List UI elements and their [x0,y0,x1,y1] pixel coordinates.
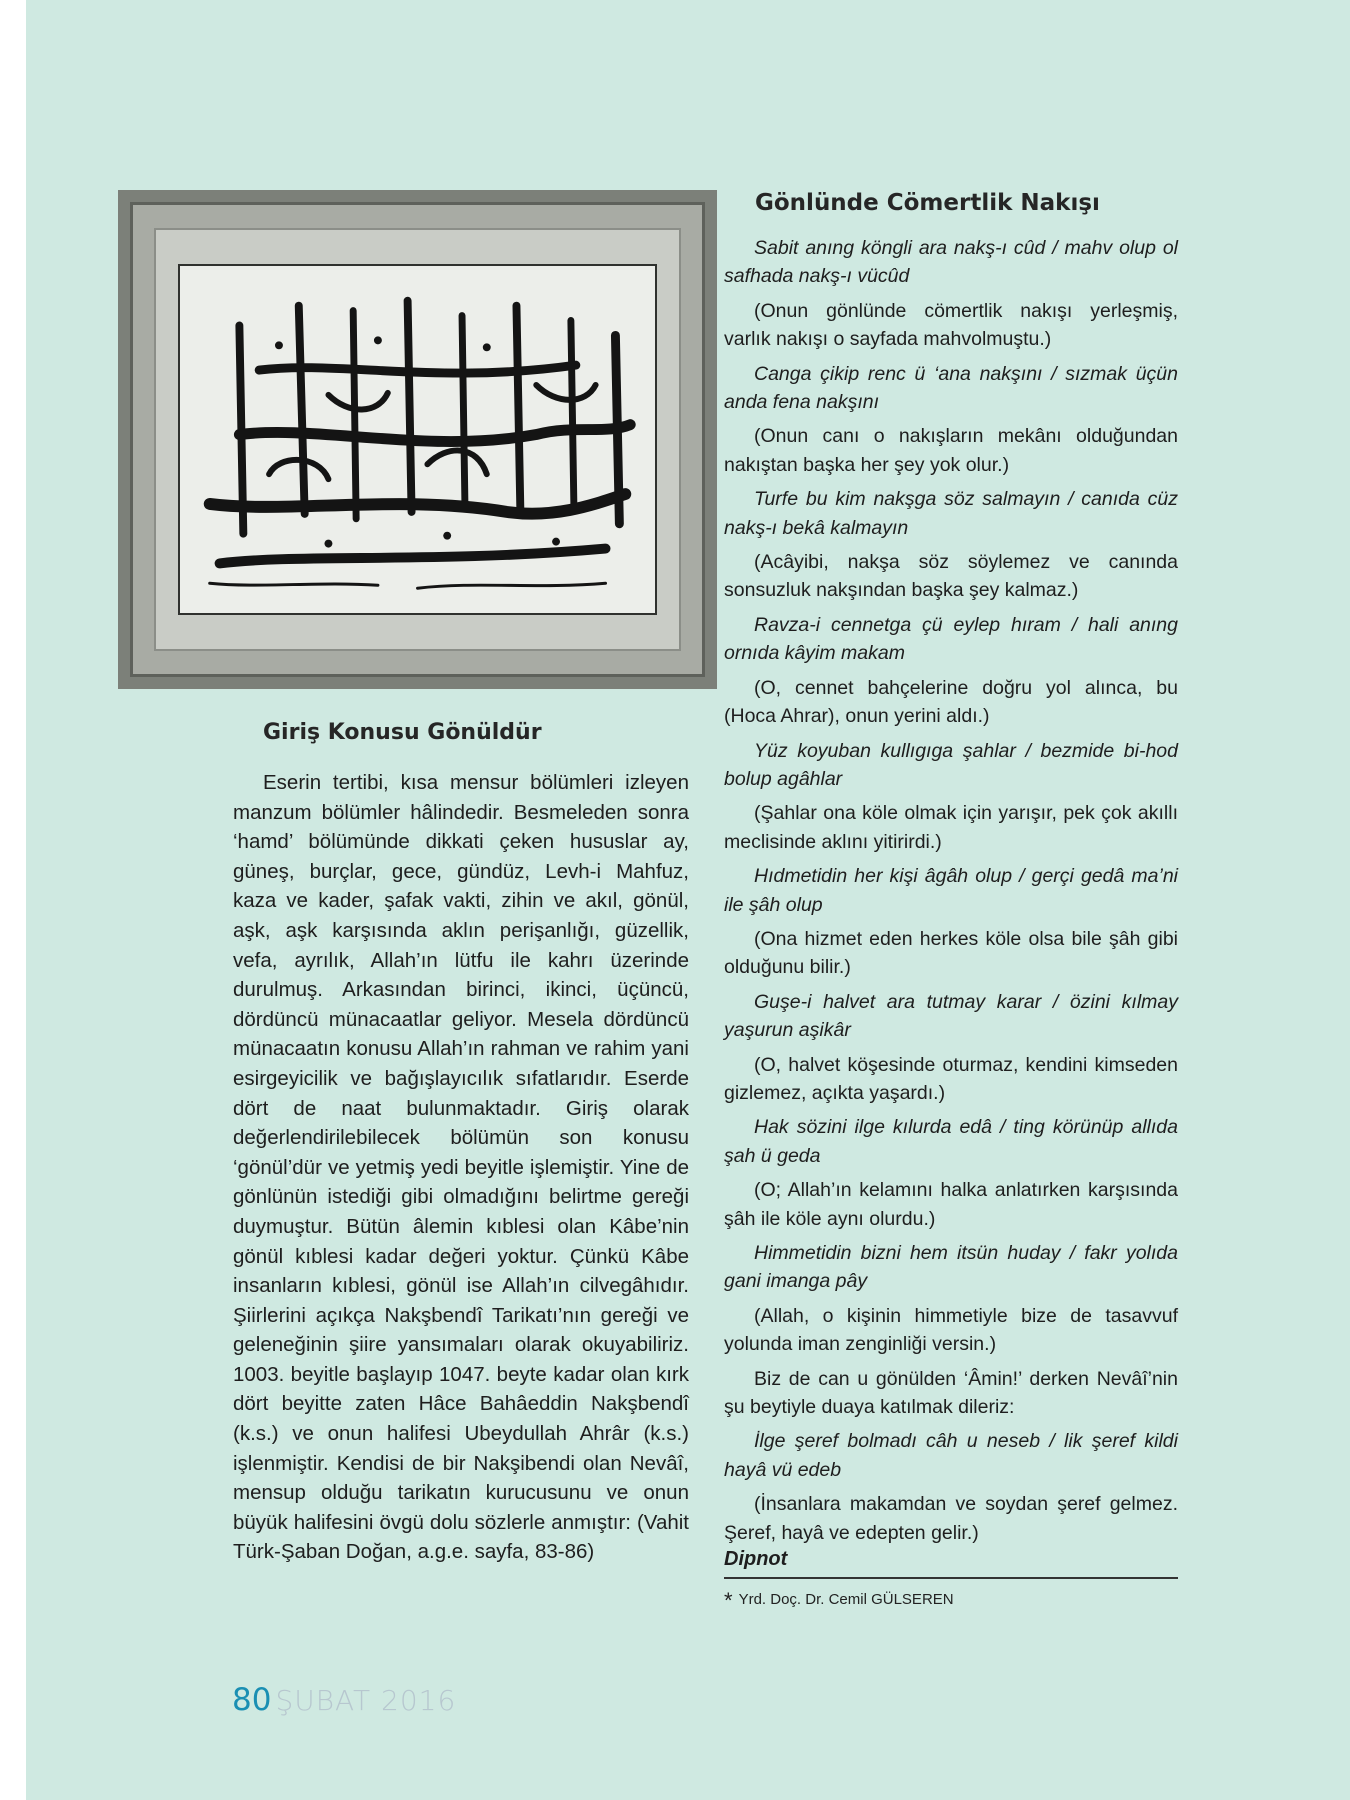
verse-line: Hıdmetidin her kişi âgâh olup / gerçi gedâ ma’ni ile şâh olup [724,865,1178,916]
magazine-page [26,0,1350,1800]
verse-line: Sabit anıng köngli ara nakş-ı cûd / mahv olup ol safhada nakş-ı vücûd [724,237,1178,288]
verse-line: Turfe bu kim nakşga söz salmayın / canıda cüz nakş-ı bekâ kalmayın [724,488,1178,539]
footnote-text: Yrd. Doç. Dr. Cemil GÜLSEREN [738,1591,954,1608]
page-folio [232,1682,456,1718]
translation-paragraph: (Ona hizmet eden herkes köle olsa bile şâh gibi olduğunu bilir.) [724,927,1178,979]
translation-paragraph: (Allah, o kişinin himmetiyle bize de tasavvuf yolunda iman zenginliği versin.) [724,1304,1178,1356]
translation-paragraph: Biz de can u gönülden ‘Âmin!’ derken Nevâî’nin şu beytiyle duaya katılmak dileriz: [724,1367,1178,1419]
verse-line: Guşe-i halvet ara tutmay karar / özini kılmay yaşurun aşikâr [724,990,1178,1042]
translation-paragraph: (O, halvet köşesinde oturmaz, kendini kimseden gizlemez, açıkta yaşardı.) [724,1053,1178,1104]
right-column-body [724,234,1178,1553]
calligraphy-strokes [180,266,655,613]
translation-paragraph: (Onun gönlünde cömertlik nakışı yerleşmiş, varlık nakışı o sayfada mahvolmuştu.) [724,299,1178,351]
calligraphy-paper [178,264,657,615]
body-paragraph: Eserin tertibi, kısa mensur bölümleri izleyen manzum bölümler hâlindedir. Besmeleden sonra ‘hamd’ bölümünde dikkati çeken hususlar ay, güneş, burçlar, gece, gündüz, Levh-i Mahfuz, kaza ve kader, şafak vakti, zihin ve akıl, gönül, aşk, aşk karşısında aklın perişanlığı, güzellik, vefa, ayrılık, Allah’ın lütfu ile kahrı üzerinde durulmuş. Arkasından birinci, ikinci, üçüncü, dördüncü münacaatlar geliyor. Mesela dördüncü münacaatın konusu Allah’ın rahman ve rahim yani esirgeyicilik ve bağışlayıcılık sıfatlarıdır. Eserde dört de naat bulunmaktadır. Giriş olarak değerlendirilebilecek bölümün son konusu ‘gönül’dür ve yetmiş yedi beyitle işlemiştir. Yine de gönlünün istediği gibi olmadığını belirtme gereği duymuştur. Bütün âlemin kıblesi olan Kâbe’nin gönül kıblesi kadar değeri yoktur. Çünkü Kâbe insanların kıblesi, gönül ise Allah’ın cilvegâhıdır. Şiirlerini açıkça Nakşbendî Tarikatı’nın gereği ve geleneğinin şiire yansımaları olarak okuyabiliriz. 1003. beyitle başlayıp 1047. beyte kadar olan kırk dört beyitte zaten Hâce Bahâeddin Nakşbendî (k.s.) ve onun halifesi Ubeydullah Ahrâr (k.s.) işlenmiştir. Kendisi de bir Nakşibendi olan Nevâî, mensup olduğu tarikatın kurucusunu ve onun büyük halifesini övgü dolu sözlerle anmıştır: (Vahit Türk-Şaban Doğan, a.g.e. sayfa, 83-86) [233,771,689,1564]
translation-paragraph: (Onun canı o nakışların mekânı olduğundan nakıştan başka her şey yok olur.) [724,425,1178,476]
left-column-body [233,768,689,1567]
translation-paragraph: (Şahlar ona köle olmak için yarışır, pek çok akıllı meclisinde aklını yitirirdi.) [724,802,1178,853]
footnote-label: Dipnot [724,1548,1178,1579]
translation-paragraph: (İnsanlara makamdan ve soydan şeref gelmez. Şeref, hayâ ve edepten gelir.) [724,1493,1178,1544]
issue-date: ŞUBAT 2016 [275,1684,457,1717]
verse-line: Canga çikip renc ü ‘ana nakşını / sızmak üçün anda fena nakşını [724,362,1178,414]
translation-paragraph: (O, cennet bahçelerine doğru yol alınca, bu (Hoca Ahrar), onun yerini aldı.) [724,676,1178,728]
translation-paragraph: (Acâyibi, nakşa söz söylemez ve canında sonsuzluk nakşından başka şey kalmaz.) [724,551,1178,602]
footnote-marker: * [724,1588,733,1613]
verse-line: Himmetidin bizni hem itsün huday / fakr yolıda gani imanga pây [724,1242,1178,1293]
footnote-line [724,1588,954,1614]
calligraphy-panel [118,190,717,689]
section-heading-left: Giriş Konusu Gönüldür [263,720,542,745]
translation-paragraph: (O; Allah’ın kelamını halka anlatırken karşısında şâh ile köle aynı olurdu.) [724,1179,1178,1230]
verse-line: Yüz koyuban kullıgıga şahlar / bezmide bi-hod bolup agâhlar [724,739,1178,790]
verse-line: Ravza-i cennetga çü eylep hıram / hali anıng ornıda kâyim makam [724,613,1178,665]
verse-line: İlge şeref bolmadı câh u neseb / lik şeref kildi hayâ vü edeb [724,1430,1178,1481]
page-number: 80 [232,1682,272,1718]
section-heading-right: Gönlünde Cömertlik Nakışı [755,190,1100,216]
verse-line: Hak sözini ilge kılurda edâ / ting körünüp allıda şah ü geda [724,1116,1178,1167]
